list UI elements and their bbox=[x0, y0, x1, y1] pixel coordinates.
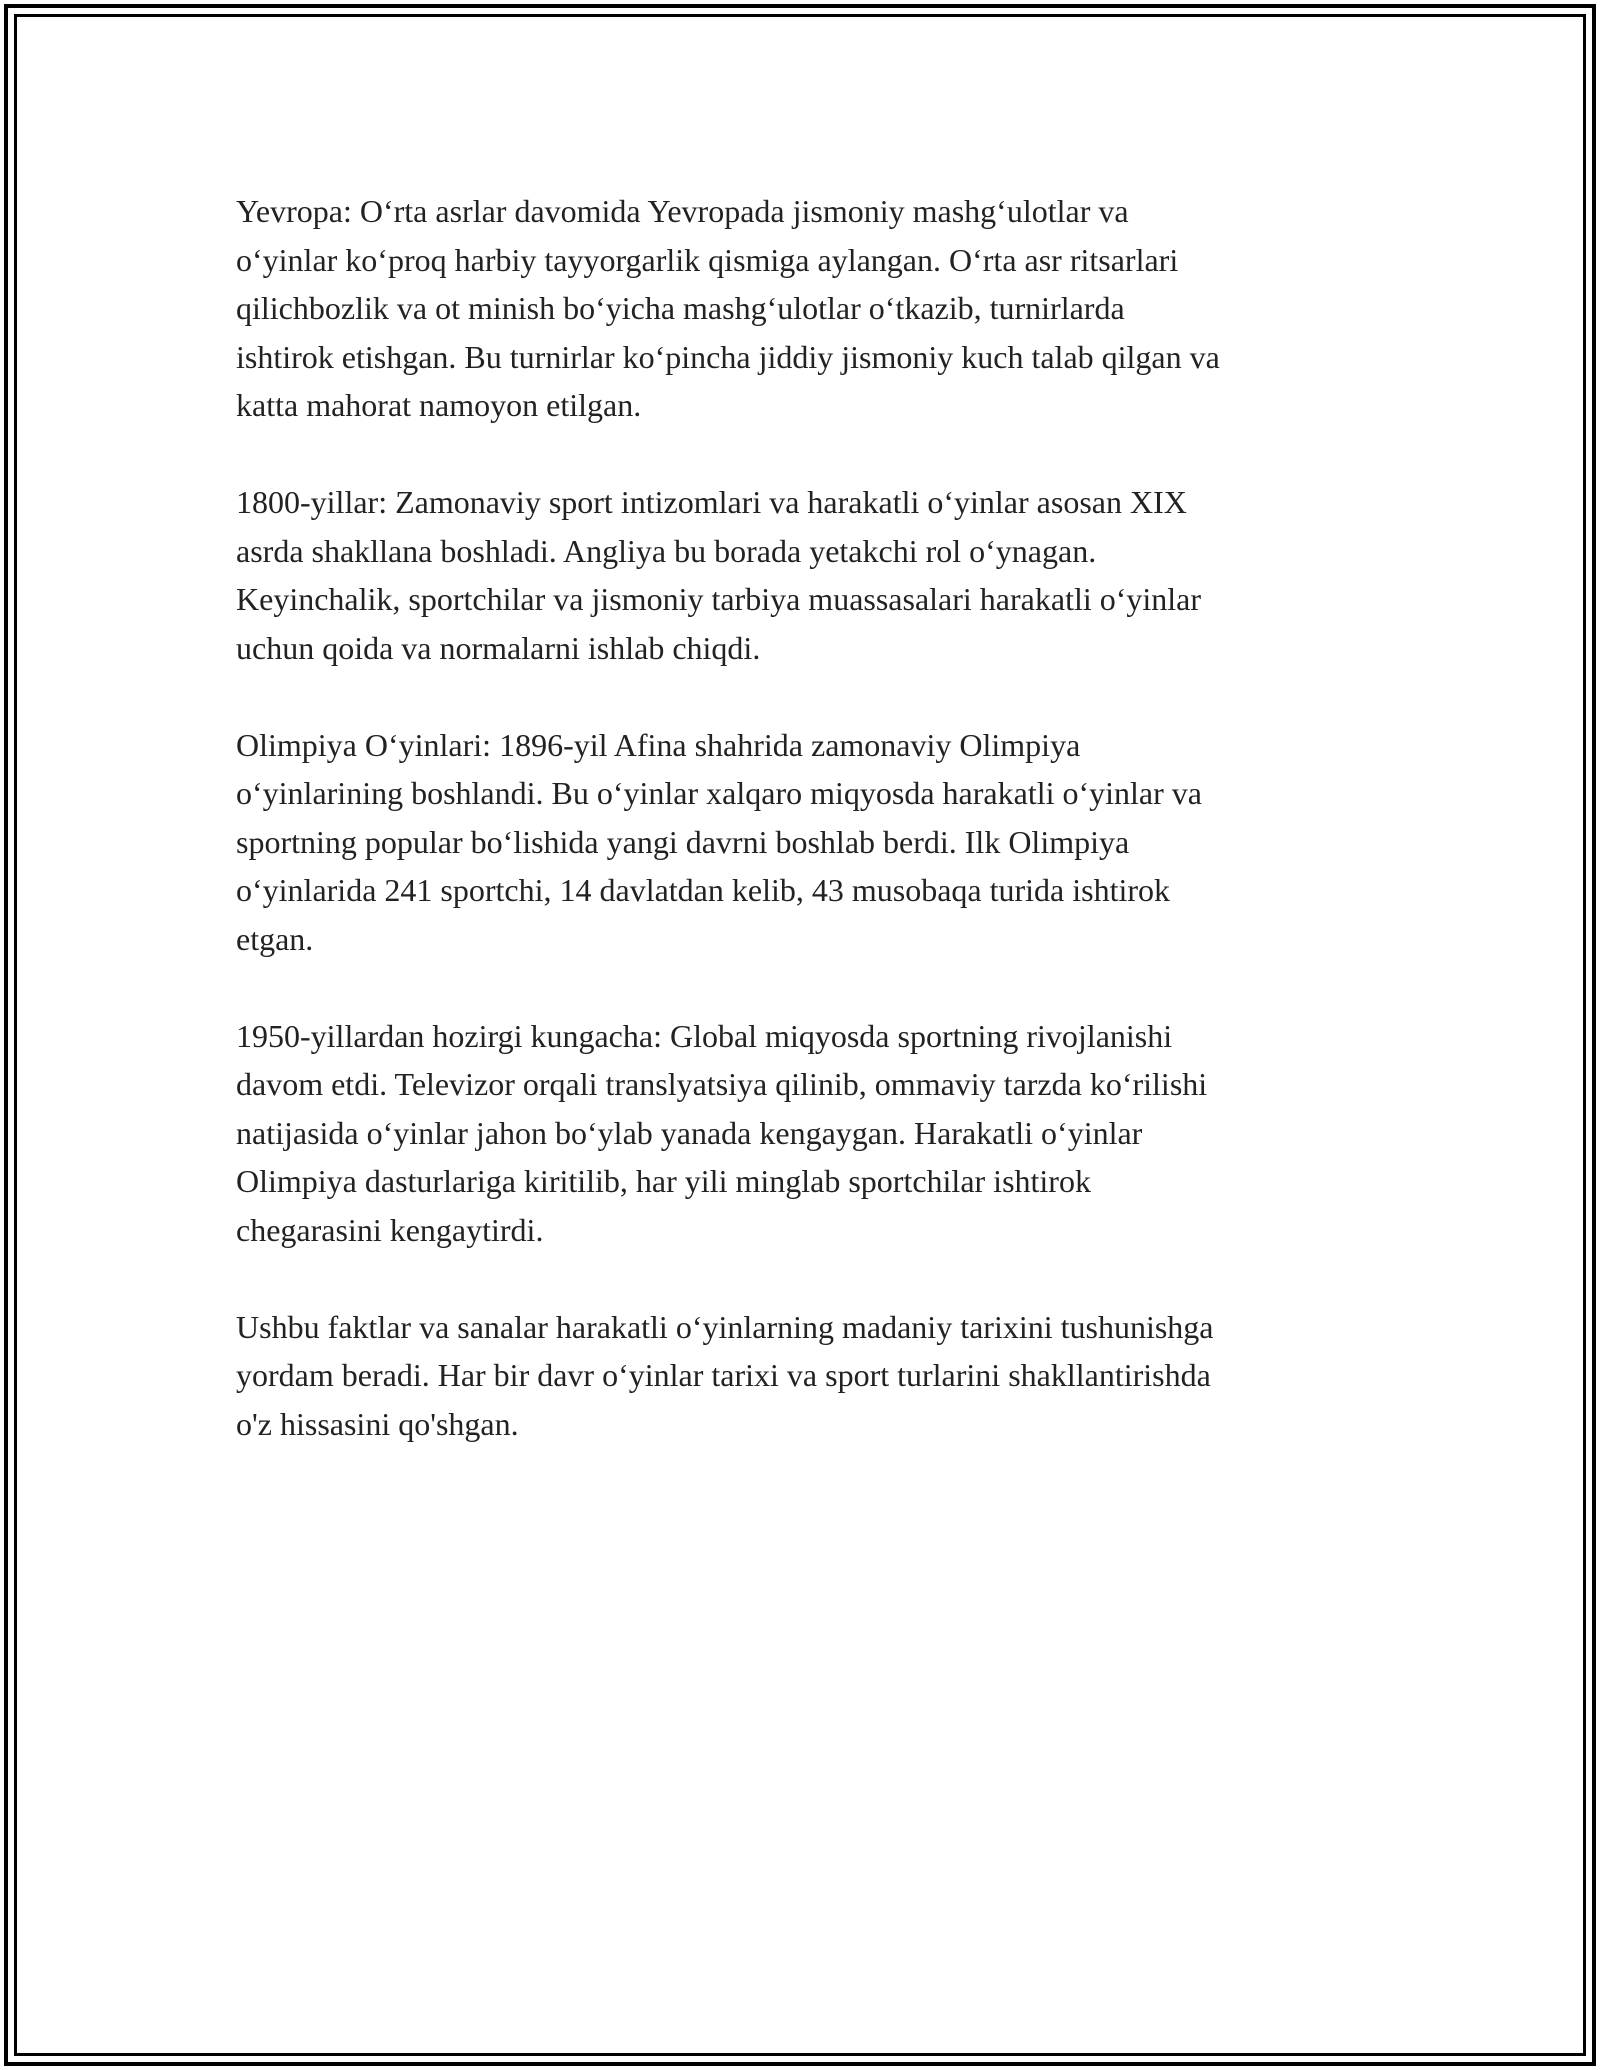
paragraph-1950-yillardan: 1950-yillardan hozirgi kungacha: Global miqyosda sportning rivojlanishi davom etdi. Televizor orqali translyatsiya qilinib, ommaviy tarzda ko‘rilishi natijasida o‘yinlar jahon bo‘ylab yanada kengaygan. Harakatli o‘yinlar Olimpiya dasturlariga kiritilib, har yili minglab sportchilar ishtirok chegarasini kengaytirdi. bbox=[236, 1017, 1208, 1248]
paragraph-olimpiya-oyinlari: Olimpiya O‘yinlari: 1896-yil Afina shahrida zamonaviy Olimpiya o‘yinlarining boshlandi. Bu o‘yinlar xalqaro miqyosda harakatli o‘yinlar va sportning popular bo‘lishida yangi davrni boshlab berdi. Ilk Olimpiya o‘yinlarida 241 sportchi, 14 davlatdan kelib, 43 musobaqa turida ishtirok etgan. bbox=[236, 726, 1202, 957]
paragraph-yevropa: Yevropa: O‘rta asrlar davomida Yevropada jismoniy mashg‘ulotlar va o‘yinlar ko‘proq harbiy tayyorgarlik qismiga aylangan. O‘rta asr ritsarlari qilichbozlik va ot minish bo‘yicha mashg‘ulotlar o‘tkazib, turnirlarda ishtirok etishgan. Bu turnirlar ko‘pincha jiddiy jismoniy kuch talab qilgan va katta mahorat namoyon etilgan. bbox=[236, 193, 1220, 423]
document-body bbox=[236, 187, 1386, 1497]
paragraph-xulosa: Ushbu faktlar va sanalar harakatli o‘yinlarning madaniy tarixini tushunishga yordam beradi. Har bir davr o‘yinlar tarixi va sport turlarini shakllantirishda o'z hissasini qo'shgan. bbox=[236, 1308, 1214, 1442]
paragraph-1800-yillar: 1800-yillar: Zamonaviy sport intizomlari va harakatli o‘yinlar asosan XIX asrda shakllana boshladi. Angliya bu borada yetakchi rol o‘ynagan. Keyinchalik, sportchilar va jismoniy tarbiya muassasalari harakatli o‘yinlar uchun qoida va normalarni ishlab chiqdi. bbox=[236, 484, 1202, 666]
